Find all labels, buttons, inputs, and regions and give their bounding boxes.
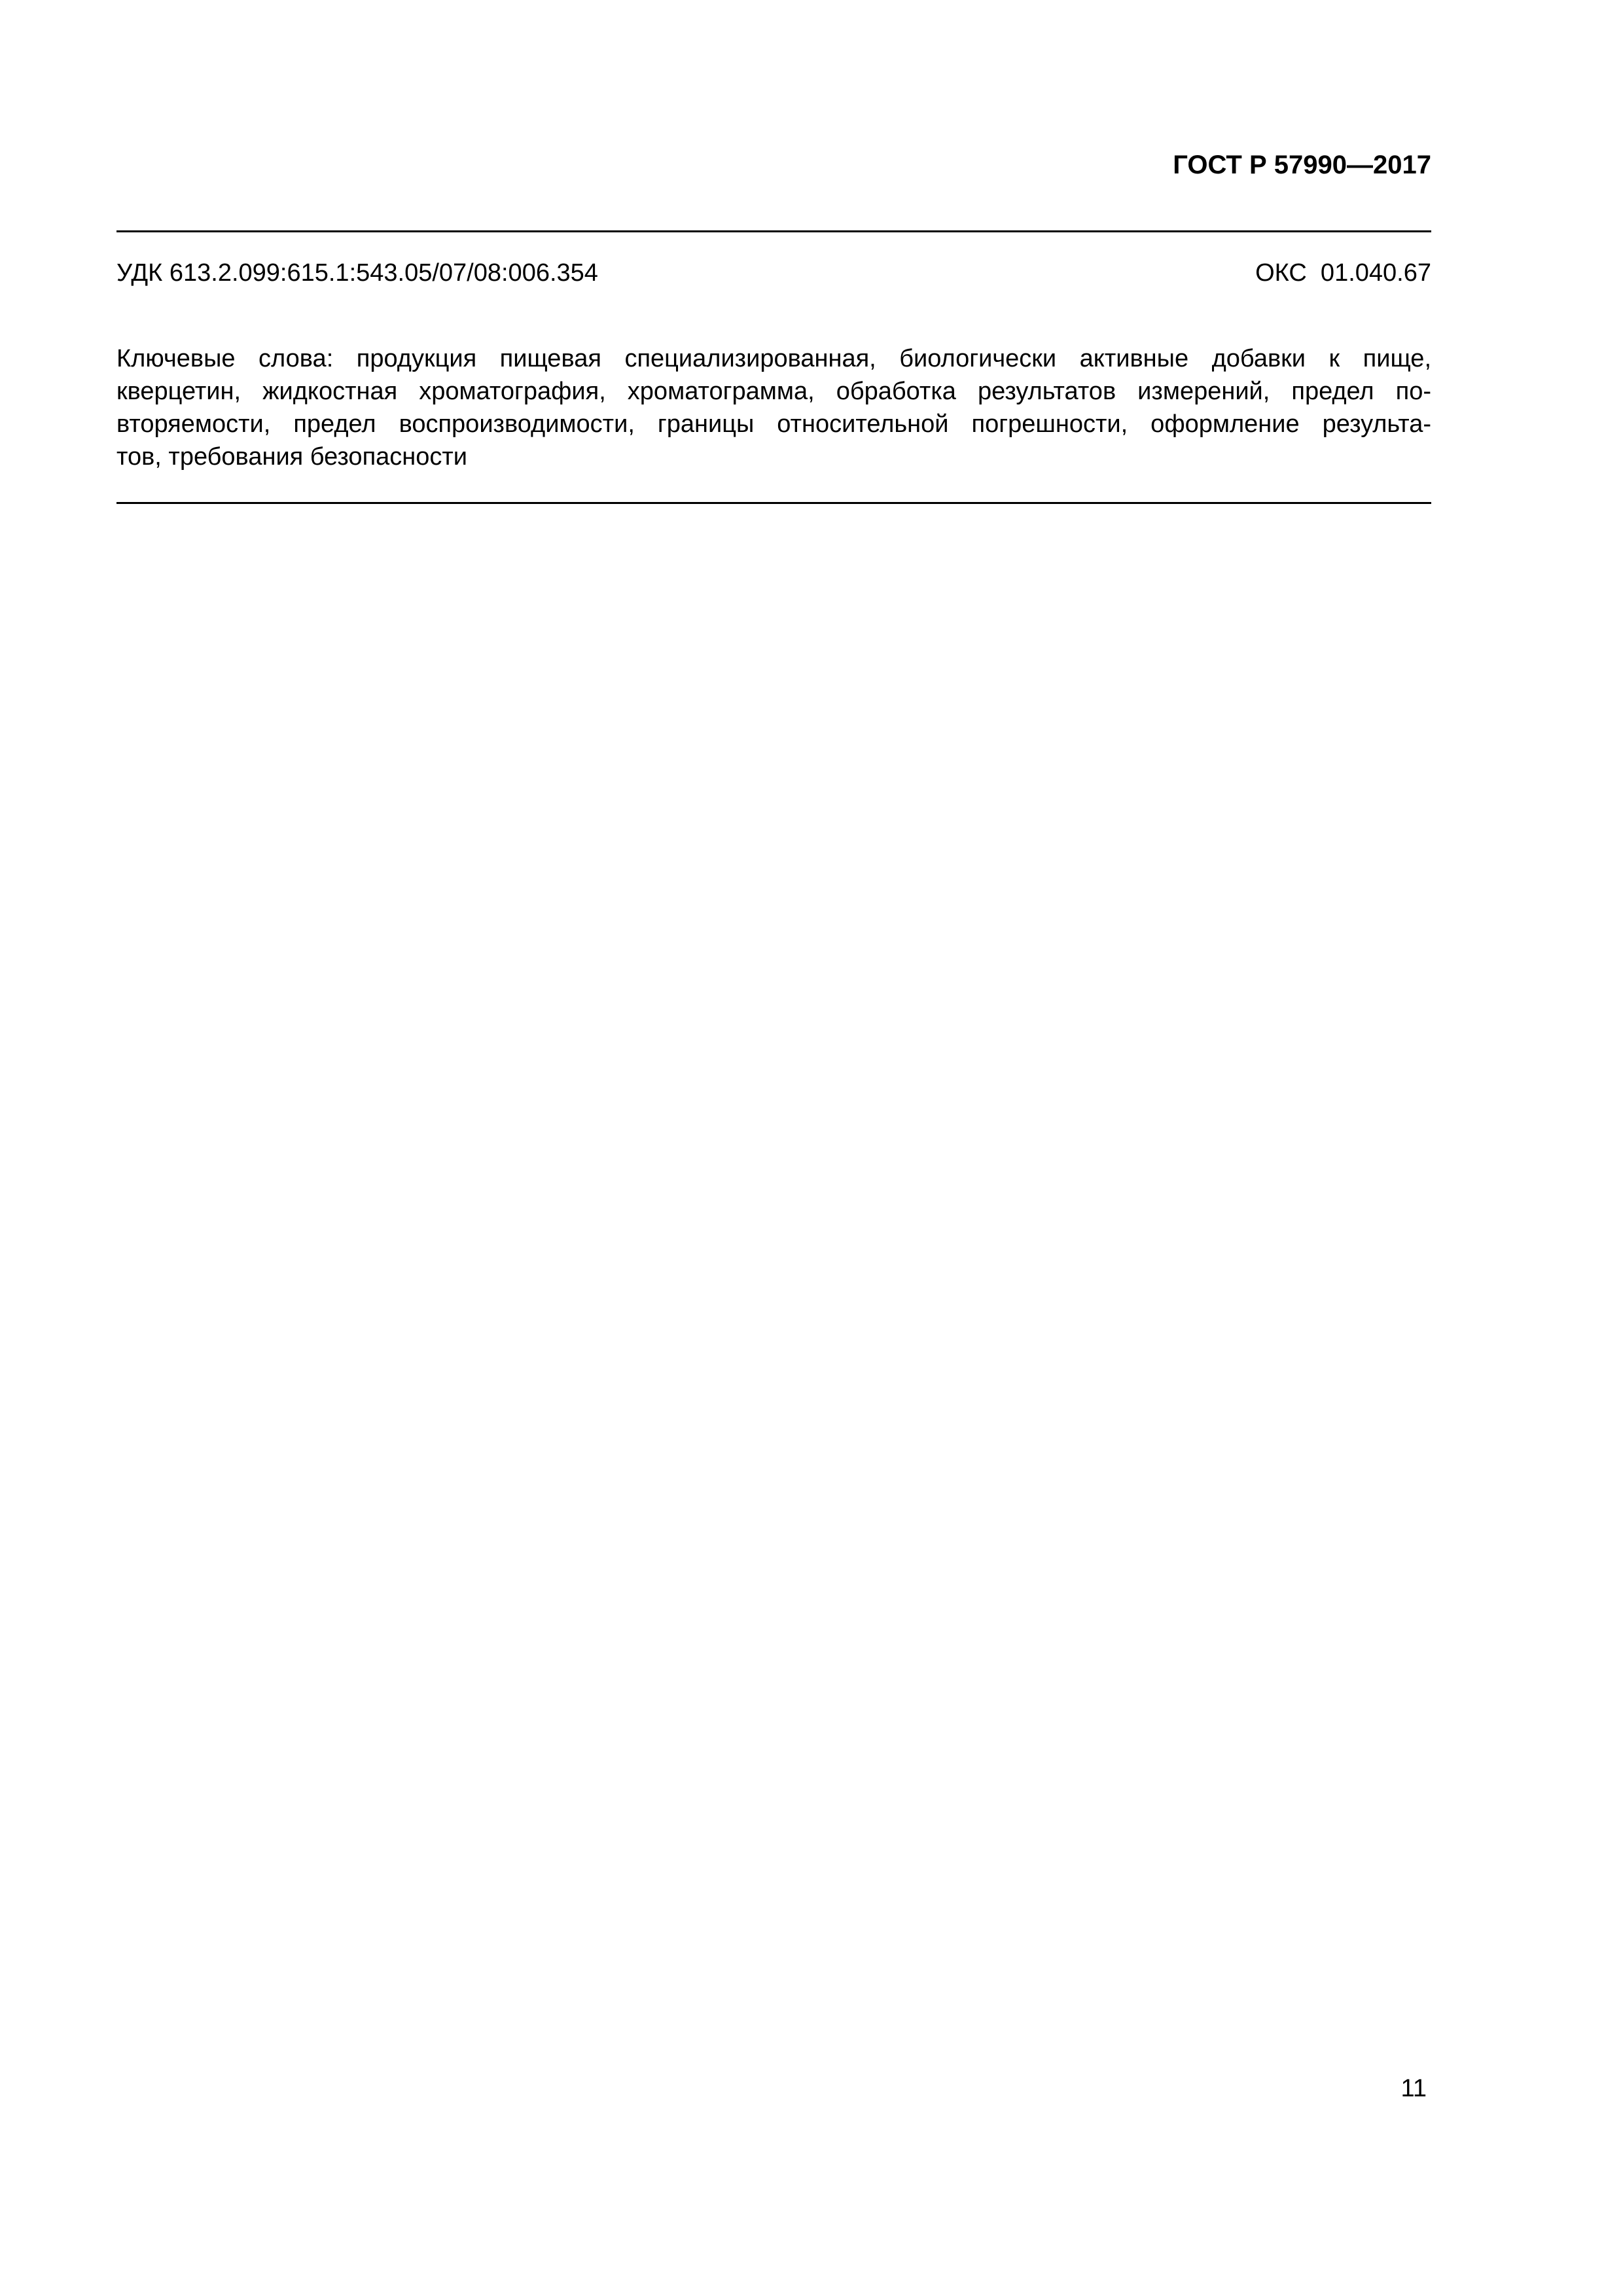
keywords-line: кверцетин, жидкостная хроматография, хроматограмма, обработка результатов измерений, предел по- [116,378,1431,405]
bottom-divider [116,502,1431,504]
keywords-paragraph [116,342,1431,473]
oks-code: ОКС 01.040.67 [1255,259,1431,287]
keywords-line: тов, требования безопасности [116,443,468,471]
top-divider [116,230,1431,232]
document-number: ГОСТ Р 57990—2017 [1173,151,1431,179]
udc-code: УДК 613.2.099:615.1:543.05/07/08:006.354 [116,259,598,287]
keywords-line: вторяемости, предел воспроизводимости, границы относительной погрешности, оформление результа- [116,410,1431,438]
classification-row [116,257,1431,289]
page-number: 11 [1400,2075,1427,2102]
keywords-line: Ключевые слова: продукция пищевая специализированная, биологически активные добавки к пище, [116,345,1431,372]
